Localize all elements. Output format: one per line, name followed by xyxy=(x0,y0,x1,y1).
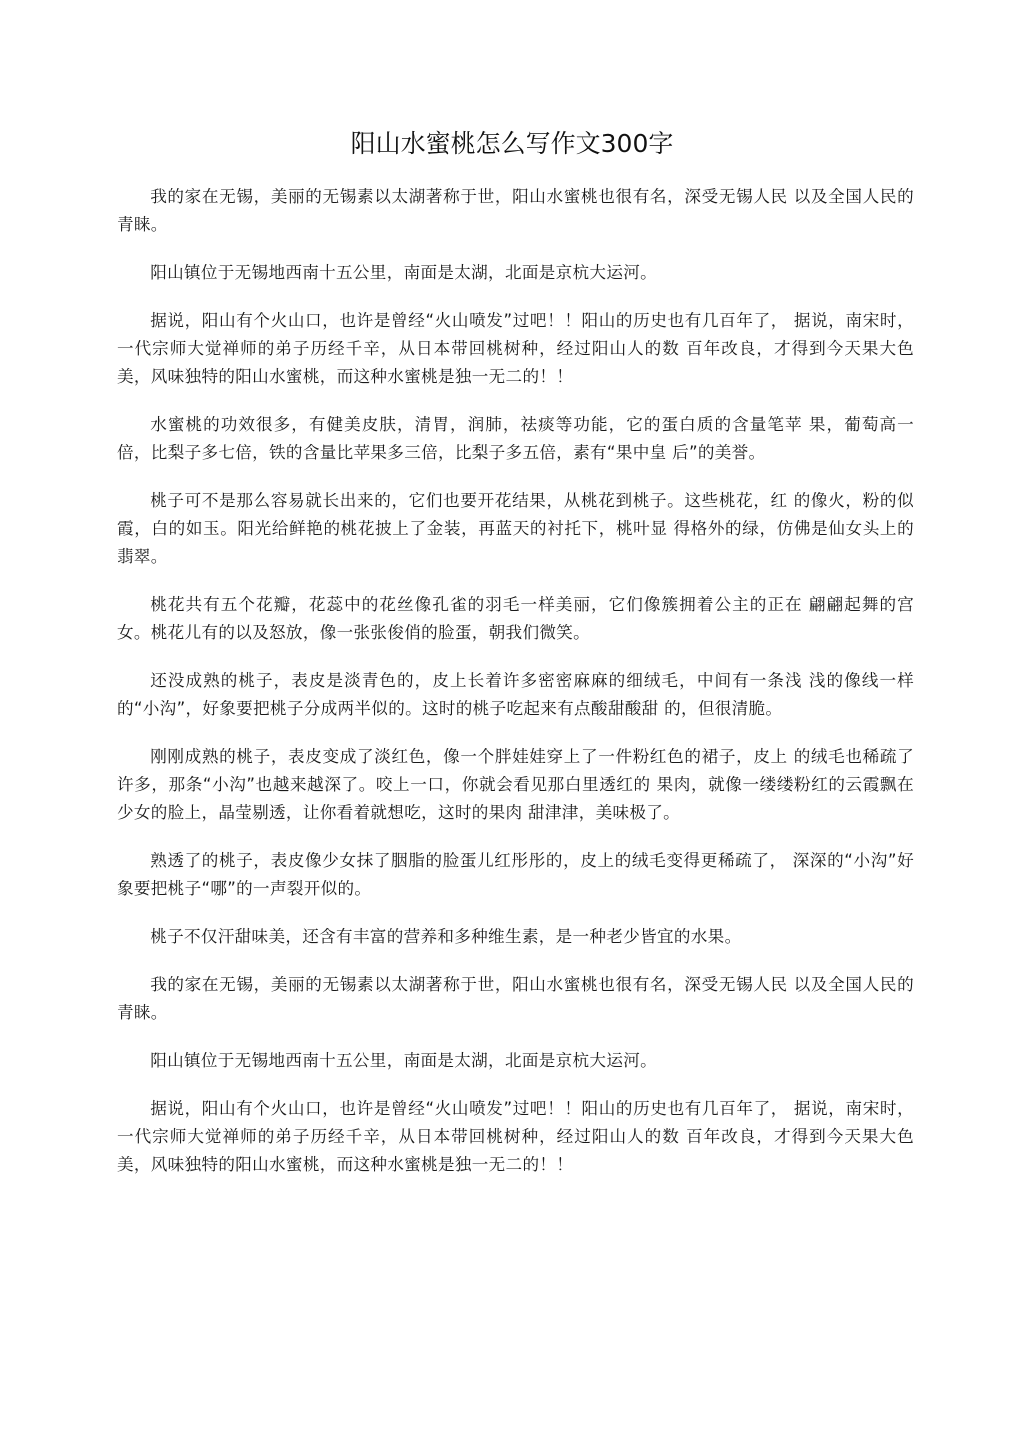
paragraph: 水蜜桃的功效很多，有健美皮肤，清胃，润肺，祛痰等功能，它的蛋白质的含量笔苹 果，葡萄高一倍，比梨子多七倍，铁的含量比苹果多三倍，比梨子多五倍，素有“果中皇 后”的美誉。 xyxy=(117,415,914,462)
paragraph: 据说，阳山有个火山口，也许是曾经“火山喷发”过吧！！阳山的历史也有几百年了， 据说，南宋时，一代宗师大觉禅师的弟子历经千辛，从日本带回桃树种，经过阳山人的数 百年改良，才得到今天果大色美，风味独特的阳山水蜜桃，而这种水蜜桃是独一无二的！！ xyxy=(117,311,914,386)
paragraph: 我的家在无锡，美丽的无锡素以太湖著称于世，阳山水蜜桃也很有名，深受无锡人民 以及全国人民的青睐。 xyxy=(117,975,914,1022)
paragraph: 熟透了的桃子，表皮像少女抹了胭脂的脸蛋儿红彤彤的，皮上的绒毛变得更稀疏了， 深深的“小沟”好象要把桃子“哪”的一声裂开似的。 xyxy=(117,851,914,898)
paragraph: 刚刚成熟的桃子，表皮变成了淡红色，像一个胖娃娃穿上了一件粉红色的裙子，皮上 的绒毛也稀疏了许多，那条“小沟”也越来越深了。咬上一口，你就会看见那白里透红的 果肉，就像一缕缕粉红的云霞飘在少女的脸上，晶莹剔透，让你看着就想吃，这时的果肉 甜津津，美味极了。 xyxy=(117,747,914,822)
paragraph: 桃子可不是那么容易就长出来的，它们也要开花结果，从桃花到桃子。这些桃花，红 的像火，粉的似霞，白的如玉。阳光给鲜艳的桃花披上了金装，再蓝天的衬托下，桃叶显 得格外的绿，仿佛是仙女头上的翡翠。 xyxy=(117,491,914,566)
paragraph: 桃子不仅汗甜味美，还含有丰富的营养和多种维生素，是一种老少皆宜的水果。 xyxy=(150,927,742,946)
paragraph: 桃花共有五个花瓣，花蕊中的花丝像孔雀的羽毛一样美丽，它们像簇拥着公主的正在 翩翩起舞的宫女。桃花儿有的以及怒放，像一张张俊俏的脸蛋，朝我们微笑。 xyxy=(117,595,914,642)
paragraph: 我的家在无锡，美丽的无锡素以太湖著称于世，阳山水蜜桃也很有名，深受无锡人民 以及全国人民的青睐。 xyxy=(117,187,914,234)
paragraph: 阳山镇位于无锡地西南十五公里，南面是太湖，北面是京杭大运河。 xyxy=(150,263,657,282)
document-title: 阳山水蜜桃怎么写作文300字 xyxy=(350,129,674,158)
paragraph: 据说，阳山有个火山口，也许是曾经“火山喷发”过吧！！阳山的历史也有几百年了， 据说，南宋时，一代宗师大觉禅师的弟子历经千辛，从日本带回桃树种，经过阳山人的数 百年改良，才得到今天果大色美，风味独特的阳山水蜜桃，而这种水蜜桃是独一无二的！！ xyxy=(117,1099,914,1174)
document-body xyxy=(117,183,914,1199)
paragraph: 阳山镇位于无锡地西南十五公里，南面是太湖，北面是京杭大运河。 xyxy=(150,1051,657,1070)
paragraph: 还没成熟的桃子，表皮是淡青色的，皮上长着许多密密麻麻的细绒毛，中间有一条浅 浅的像线一样的“小沟”，好象要把桃子分成两半似的。这时的桃子吃起来有点酸甜酸甜 的，但很清脆。 xyxy=(117,671,914,718)
